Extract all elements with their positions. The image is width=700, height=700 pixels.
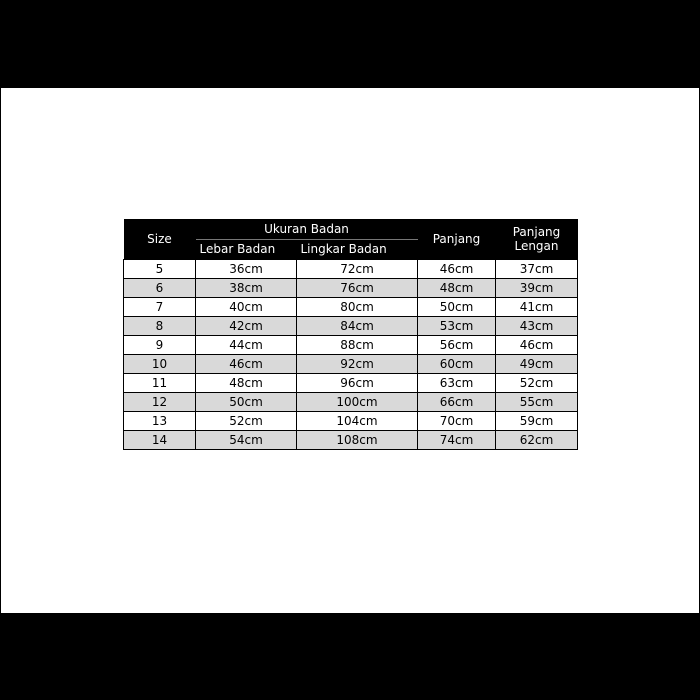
table-row <box>124 374 578 393</box>
cell-lebar-badan: 42cm <box>196 317 297 336</box>
cell-lebar-badan: 46cm <box>196 355 297 374</box>
cell-lebar-badan: 52cm <box>196 412 297 431</box>
header-panjang: Panjang <box>418 219 496 260</box>
cell-lingkar-badan: 104cm <box>297 412 418 431</box>
cell-size: 7 <box>124 298 196 317</box>
cell-lebar-badan: 38cm <box>196 279 297 298</box>
cell-panjang: 70cm <box>418 412 496 431</box>
cell-panjang-lengan: 52cm <box>496 374 578 393</box>
table-header <box>124 219 578 260</box>
header-lebar-badan: Lebar Badan <box>196 240 297 260</box>
table-row <box>124 355 578 374</box>
table-row <box>124 431 578 450</box>
cell-lingkar-badan: 80cm <box>297 298 418 317</box>
header-size: Size <box>124 219 196 260</box>
cell-size: 14 <box>124 431 196 450</box>
cell-size: 13 <box>124 412 196 431</box>
cell-lebar-badan: 54cm <box>196 431 297 450</box>
cell-panjang: 74cm <box>418 431 496 450</box>
cell-panjang: 46cm <box>418 260 496 279</box>
cell-lebar-badan: 48cm <box>196 374 297 393</box>
cell-panjang: 63cm <box>418 374 496 393</box>
cell-size: 10 <box>124 355 196 374</box>
table-row <box>124 317 578 336</box>
table-row <box>124 393 578 412</box>
cell-panjang: 66cm <box>418 393 496 412</box>
bottom-letterbox-bar <box>0 613 700 700</box>
cell-lebar-badan: 36cm <box>196 260 297 279</box>
cell-lingkar-badan: 92cm <box>297 355 418 374</box>
cell-lebar-badan: 50cm <box>196 393 297 412</box>
cell-panjang-lengan: 59cm <box>496 412 578 431</box>
size-chart-table <box>123 219 578 450</box>
cell-panjang: 53cm <box>418 317 496 336</box>
cell-panjang-lengan: 62cm <box>496 431 578 450</box>
header-panjang-lengan-line2: Lengan <box>514 239 559 253</box>
cell-panjang-lengan: 39cm <box>496 279 578 298</box>
table-row <box>124 279 578 298</box>
table-row <box>124 412 578 431</box>
cell-size: 8 <box>124 317 196 336</box>
cell-size: 6 <box>124 279 196 298</box>
cell-lingkar-badan: 96cm <box>297 374 418 393</box>
cell-lingkar-badan: 108cm <box>297 431 418 450</box>
cell-panjang-lengan: 43cm <box>496 317 578 336</box>
cell-panjang: 50cm <box>418 298 496 317</box>
header-panjang-lengan-line1: Panjang <box>512 224 561 239</box>
cell-lebar-badan: 44cm <box>196 336 297 355</box>
cell-panjang: 56cm <box>418 336 496 355</box>
cell-size: 12 <box>124 393 196 412</box>
cell-panjang-lengan: 41cm <box>496 298 578 317</box>
cell-panjang-lengan: 55cm <box>496 393 578 412</box>
cell-size: 11 <box>124 374 196 393</box>
cell-lingkar-badan: 84cm <box>297 317 418 336</box>
cell-lingkar-badan: 100cm <box>297 393 418 412</box>
cell-lingkar-badan: 88cm <box>297 336 418 355</box>
table-body <box>124 260 578 450</box>
table-row <box>124 298 578 317</box>
table-row <box>124 336 578 355</box>
cell-lingkar-badan: 76cm <box>297 279 418 298</box>
cell-panjang-lengan: 46cm <box>496 336 578 355</box>
header-ukuran-badan: Ukuran Badan <box>196 219 418 240</box>
cell-lingkar-badan: 72cm <box>297 260 418 279</box>
cell-panjang-lengan: 49cm <box>496 355 578 374</box>
top-letterbox-bar <box>0 0 700 88</box>
cell-panjang: 48cm <box>418 279 496 298</box>
cell-panjang: 60cm <box>418 355 496 374</box>
cell-lebar-badan: 40cm <box>196 298 297 317</box>
header-lingkar-badan: Lingkar Badan <box>297 240 418 260</box>
cell-size: 9 <box>124 336 196 355</box>
header-panjang-lengan <box>496 219 578 260</box>
cell-panjang-lengan: 37cm <box>496 260 578 279</box>
table-row <box>124 260 578 279</box>
cell-size: 5 <box>124 260 196 279</box>
